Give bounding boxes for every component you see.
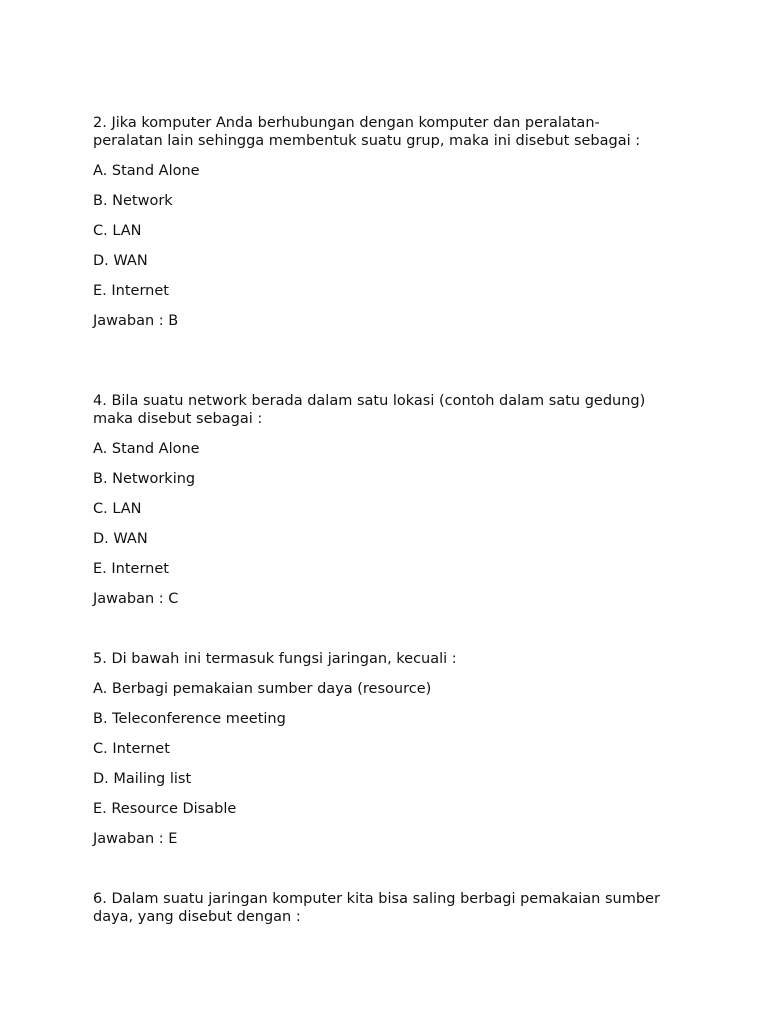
- question-stem: 4. Bila suatu network berada dalam satu lokasi (contoh dalam satu gedung) maka disebut sebagai :: [93, 393, 646, 427]
- option-d: D. WAN: [93, 253, 148, 269]
- option-e: E. Internet: [93, 283, 169, 299]
- answer: Jawaban : B: [93, 313, 179, 329]
- option-c: C. Internet: [93, 741, 170, 757]
- option-a: A. Berbagi pemakaian sumber daya (resource): [93, 681, 432, 697]
- option-a: A. Stand Alone: [93, 441, 200, 457]
- option-c: C. LAN: [93, 223, 142, 239]
- option-d: D. Mailing list: [93, 771, 192, 787]
- option-e: E. Resource Disable: [93, 801, 237, 817]
- option-b: B. Networking: [93, 471, 196, 487]
- option-c: C. LAN: [93, 501, 142, 517]
- question-stem: 2. Jika komputer Anda berhubungan dengan komputer dan peralatan-peralatan lain sehingga membentuk suatu grup, maka ini disebut sebagai :: [93, 115, 641, 149]
- answer: Jawaban : C: [93, 591, 179, 607]
- option-a: A. Stand Alone: [93, 163, 200, 179]
- question-4: [93, 392, 663, 620]
- option-d: D. WAN: [93, 531, 148, 547]
- answer: Jawaban : E: [93, 831, 178, 847]
- question-stem: 5. Di bawah ini termasuk fungsi jaringan, kecuali :: [93, 651, 457, 667]
- option-b: B. Network: [93, 193, 173, 209]
- option-b: B. Teleconference meeting: [93, 711, 286, 727]
- question-2: [93, 114, 663, 342]
- question-stem: 6. Dalam suatu jaringan komputer kita bisa saling berbagi pemakaian sumber daya, yang disebut dengan :: [93, 891, 660, 925]
- question-6: [93, 890, 663, 938]
- question-5: [93, 650, 663, 860]
- option-e: E. Internet: [93, 561, 169, 577]
